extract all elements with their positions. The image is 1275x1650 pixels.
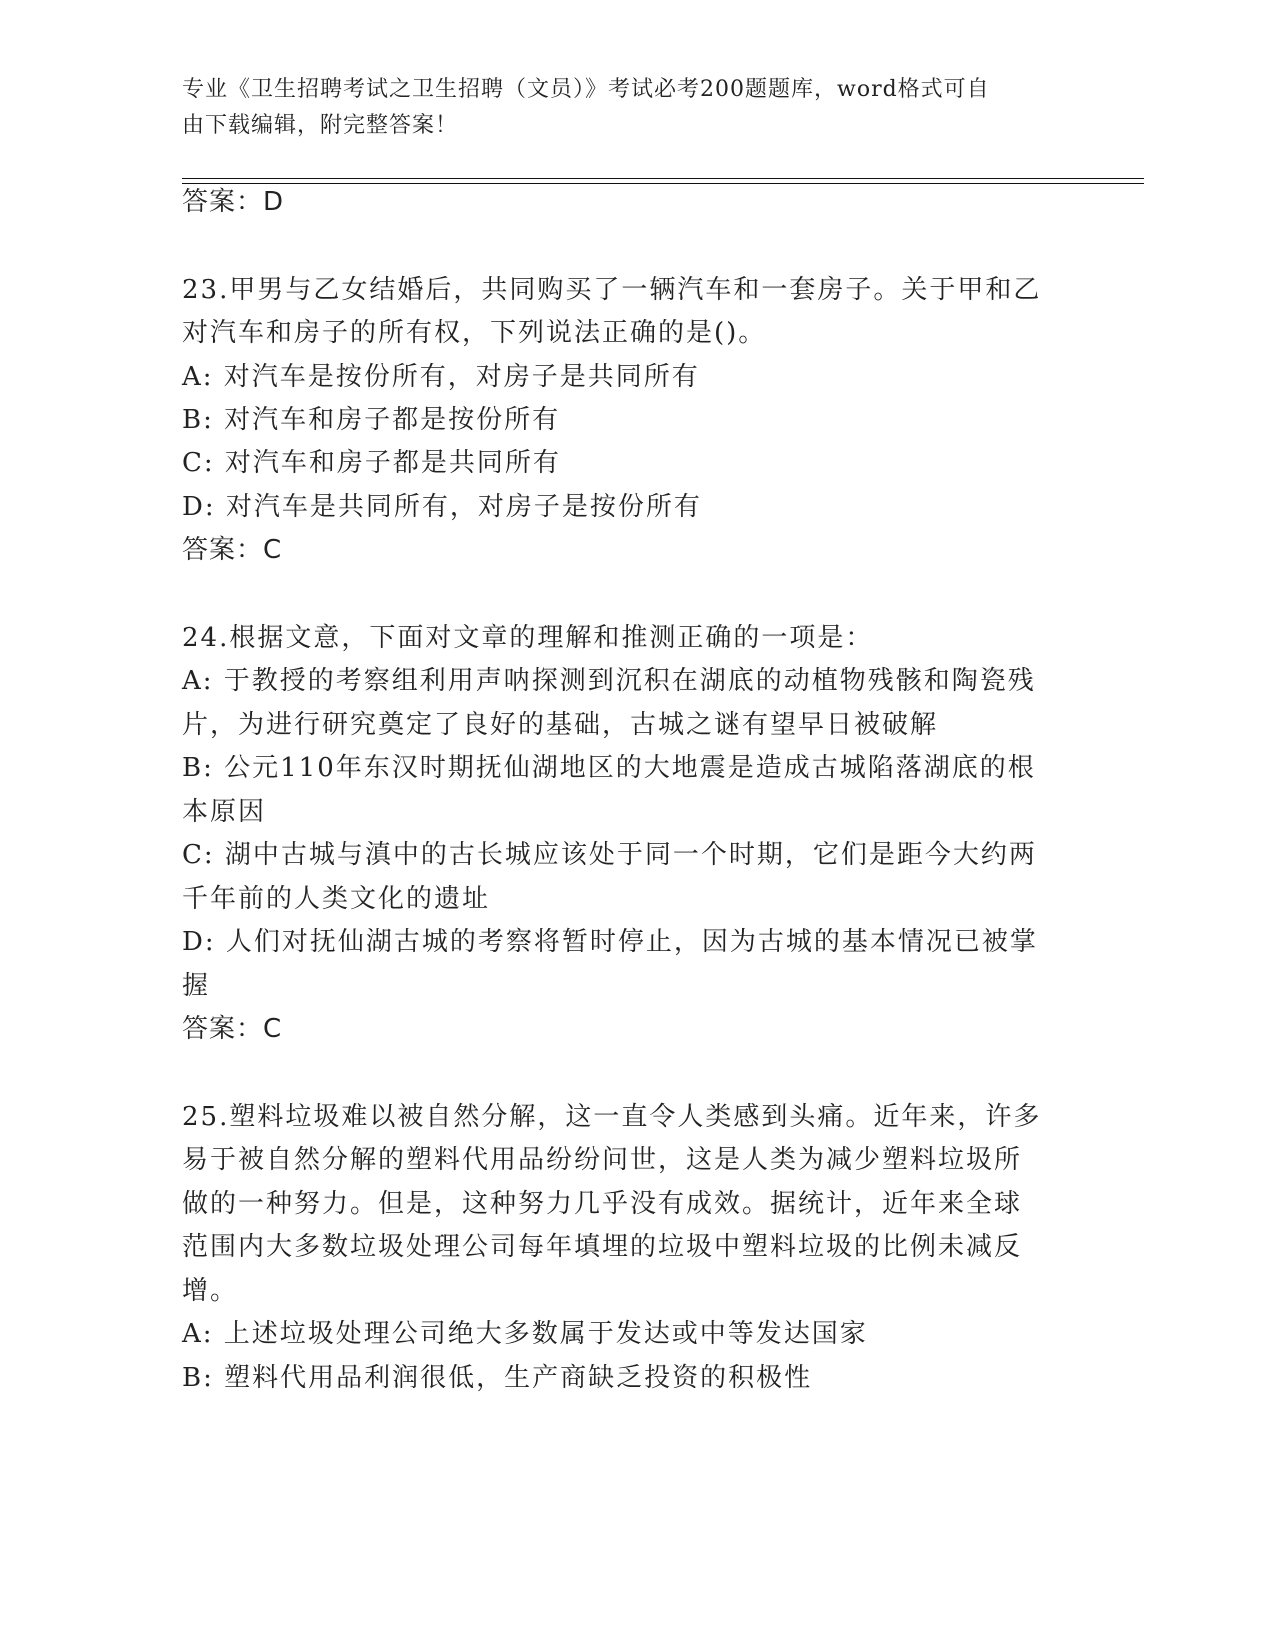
q24-option-d-line-1: D: 人们对抚仙湖古城的考察将暂时停止，因为古城的基本情况已被掌 <box>182 927 1038 957</box>
q24-option-b-line-1: B: 公元110年东汉时期抚仙湖地区的大地震是造成古城陷落湖底的根 <box>182 753 1036 783</box>
header-line-2: 由下载编辑，附完整答案！ <box>182 113 459 138</box>
previous-answer: 答案：D <box>182 187 285 217</box>
q23-stem-line-2: 对汽车和房子的所有权，下列说法正确的是()。 <box>182 318 767 348</box>
q23-option-b: B: 对汽车和房子都是按份所有 <box>182 405 561 435</box>
q24-option-d-line-2: 握 <box>182 971 211 1001</box>
q23-option-a: A: 对汽车是按份所有，对房子是共同所有 <box>182 362 700 392</box>
header-line-1: 专业《卫生招聘考试之卫生招聘（文员）》考试必考200题题库，word格式可自 <box>182 77 990 102</box>
q24-option-c-line-1: C: 湖中古城与滇中的古长城应该处于同一个时期，它们是距今大约两 <box>182 840 1037 870</box>
q23-option-d: D: 对汽车是共同所有，对房子是按份所有 <box>182 492 702 522</box>
q24-option-a-line-1: A: 于教授的考察组利用声呐探测到沉积在湖底的动植物残骸和陶瓷残 <box>182 666 1036 696</box>
q23-option-c: C: 对汽车和房子都是共同所有 <box>182 448 561 478</box>
document-header <box>182 72 1062 144</box>
q24-answer: 答案：C <box>182 1014 283 1044</box>
q23-answer: 答案：C <box>182 535 283 565</box>
q25-option-a: A: 上述垃圾处理公司绝大多数属于发达或中等发达国家 <box>182 1319 868 1349</box>
q25-stem-line-3: 做的一种努力。但是，这种努力几乎没有成效。据统计，近年来全球 <box>182 1189 1023 1219</box>
q25-stem-line-4: 范围内大多数垃圾处理公司每年填埋的垃圾中塑料垃圾的比例未减反 <box>182 1232 1023 1262</box>
q25-option-b: B: 塑料代用品利润很低，生产商缺乏投资的积极性 <box>182 1363 813 1393</box>
q25-stem-line-2: 易于被自然分解的塑料代用品纷纷问世，这是人类为减少塑料垃圾所 <box>182 1145 1023 1175</box>
q25-stem-line-1: 25.塑料垃圾难以被自然分解，这一直令人类感到头痛。近年来，许多 <box>182 1102 1042 1132</box>
q24-stem-line-1: 24.根据文意，下面对文章的理解和推测正确的一项是： <box>182 623 874 653</box>
q25-stem-line-5: 增。 <box>182 1276 239 1306</box>
q24-option-a-line-2: 片，为进行研究奠定了良好的基础，古城之谜有望早日被破解 <box>182 710 939 740</box>
q23-stem-line-1: 23.甲男与乙女结婚后，共同购买了一辆汽车和一套房子。关于甲和乙 <box>182 275 1042 305</box>
q24-option-b-line-2: 本原因 <box>182 797 267 827</box>
q24-option-c-line-2: 千年前的人类文化的遗址 <box>182 884 491 914</box>
header-divider <box>182 178 1144 184</box>
